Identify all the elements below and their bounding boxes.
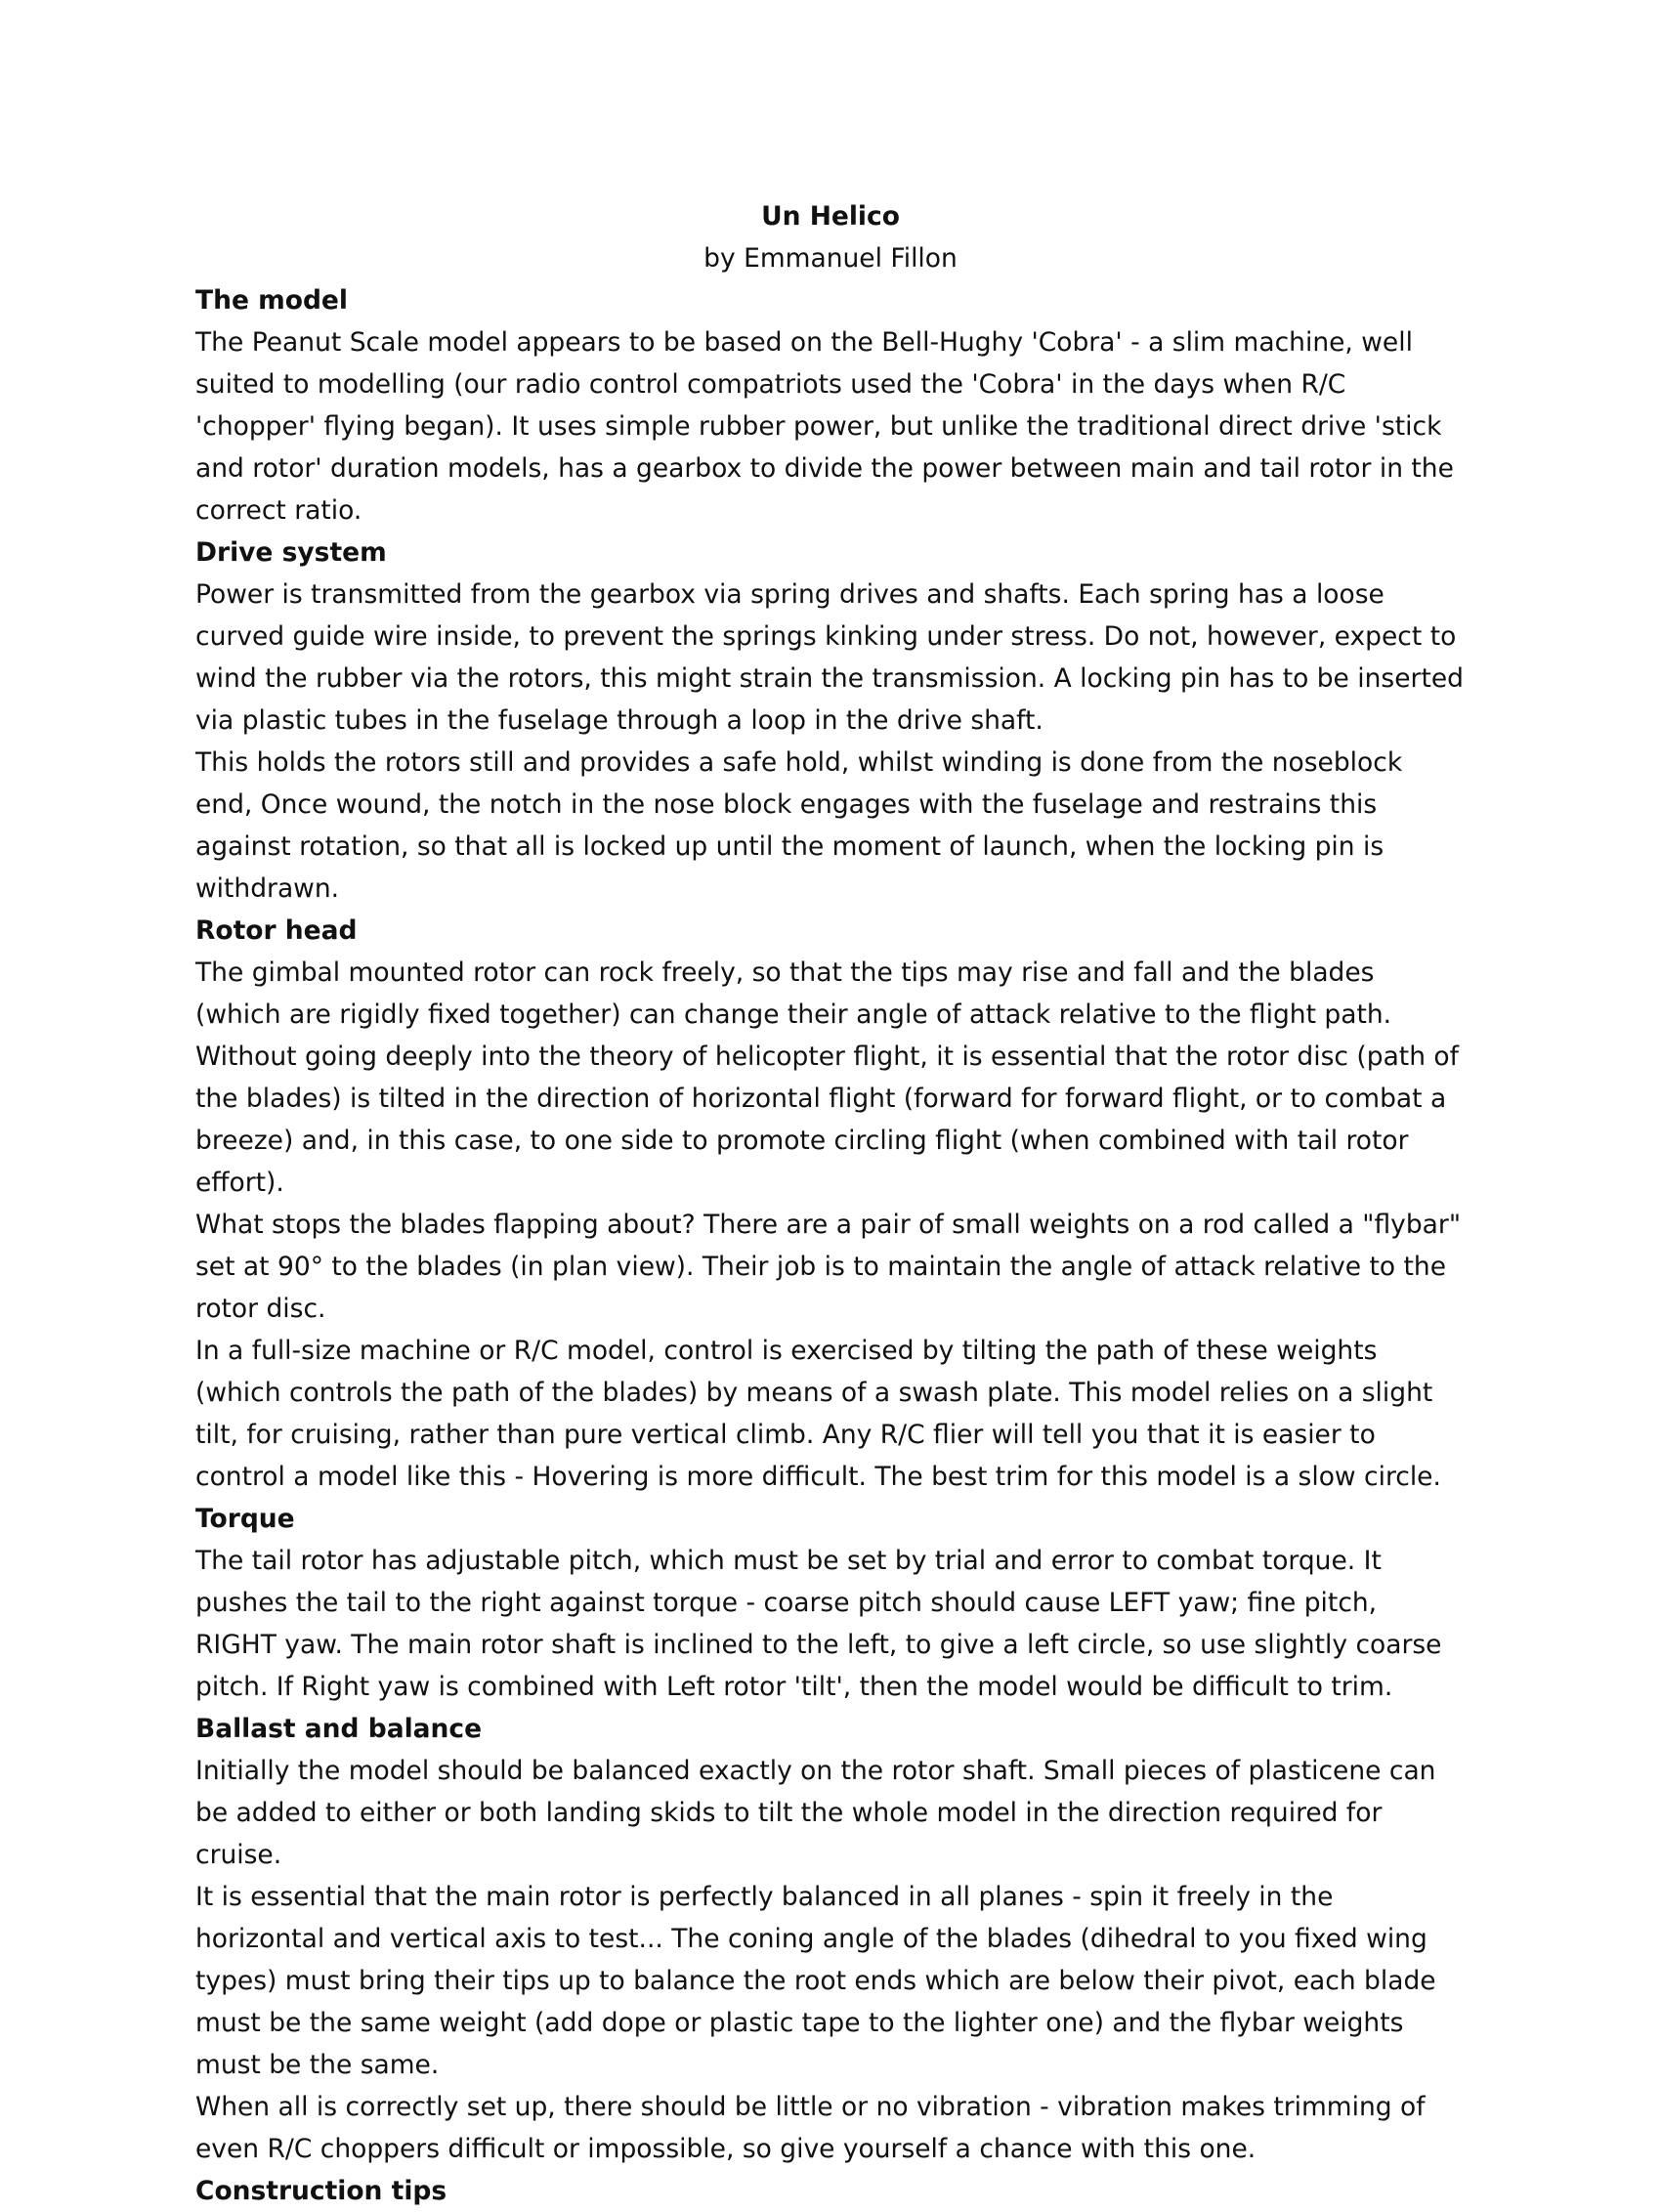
paragraph: In a full-size machine or R/C model, control is exercised by tilting the path of these weights (which controls the path of the blades) by means of a swash plate. This model relies on a slight tilt, for cruising, rather than pure vertical climb. Any R/C flier will tell you that it is easier to control a model like this - Hovering is more difficult. The best trim for this model is a slow circle. — [195, 1336, 1441, 1492]
section-ballast-and-balance — [195, 1708, 1466, 2170]
paragraph: Initially the model should be balanced exactly on the rotor shaft. Small pieces of plasticene can be added to either or both landing skids to tilt the whole model in the direction required for cruise. — [195, 1756, 1436, 1870]
paragraph: Power is transmitted from the gearbox via spring drives and shafts. Each spring has a loose curved guide wire inside, to prevent the springs kinking under stress. Do not, however, expect to wind the rubber via the rotors, this might strain the transmission. A locking pin has to be inserted via plastic tubes in the fuselage through a loop in the drive shaft. — [195, 579, 1464, 736]
section-heading: Torque — [195, 1504, 295, 1534]
paragraph: The gimbal mounted rotor can rock freely, so that the tips may rise and fall and the blades (which are rigidly fixed together) can change their angle of attack relative to the flight path. — [195, 957, 1392, 1030]
paragraph: What stops the blades flapping about? There are a pair of small weights on a rod called a "flybar" set at 90° to the blades (in plan view). Their job is to maintain the angle of attack relative to the rotor disc. — [195, 1210, 1462, 1324]
paragraph: The Peanut Scale model appears to be based on the Bell-Hughy 'Cobra' - a slim machine, well suited to modelling (our radio control compatriots used the 'Cobra' in the days when R/C 'chopper' flying began). It uses simple rubber power, but unlike the traditional direct drive 'stick and rotor' duration models, has a gearbox to divide the power between main and tail rotor in the correct ratio. — [195, 327, 1454, 526]
section-heading: Rotor head — [195, 915, 358, 946]
paragraph: Without going deeply into the theory of helicopter flight, it is essential that the rotor disc (path of the blades) is tilted in the direction of horizontal flight (forward for forward flight, or to combat a breeze) and, in this case, to one side to promote circling flight (when combined with tail rotor effort). — [195, 1042, 1459, 1198]
section-the-model — [195, 279, 1466, 532]
paragraph: When all is correctly set up, there should be little or no vibration - vibration makes trimming of even R/C choppers difficult or impossible, so give yourself a chance with this one. — [195, 2092, 1426, 2164]
paragraph: It is essential that the main rotor is perfectly balanced in all planes - spin it freely in the horizontal and vertical axis to test... The coning angle of the blades (dihedral to you fixed wing types) must bring their tips up to balance the root ends which are below their pivot, each blade must be the same weight (add dope or plastic tape to the lighter one) and the flybar weights must be the same. — [195, 1882, 1436, 2080]
section-heading: The model — [195, 285, 348, 316]
section-rotor-head — [195, 910, 1466, 1498]
document-author: by Emmanuel Fillon — [703, 243, 958, 274]
title-block — [195, 195, 1466, 279]
section-heading: Construction tips — [195, 2176, 447, 2206]
section-heading: Drive system — [195, 537, 387, 568]
section-construction-tips — [195, 2170, 1466, 2212]
section-heading: Ballast and balance — [195, 1714, 483, 1744]
document-title: Un Helico — [761, 201, 900, 232]
paragraph: The tail rotor has adjustable pitch, which must be set by trial and error to combat torque. It pushes the tail to the right against torque - coarse pitch should cause LEFT yaw; fine pitch, RIGHT yaw. The main rotor shaft is inclined to the left, to give a left circle, so use slightly coarse pitch. If Right yaw is combined with Left rotor 'tilt', then the model would be difficult to trim. — [195, 1546, 1442, 1702]
section-drive-system — [195, 532, 1466, 910]
document-body — [195, 195, 1466, 2212]
paragraph: This holds the rotors still and provides a safe hold, whilst winding is done from the noseblock end, Once wound, the notch in the nose block engages with the fuselage and restrains this against rotation, so that all is locked up until the moment of launch, when the locking pin is withdrawn. — [195, 747, 1403, 904]
section-torque — [195, 1498, 1466, 1708]
